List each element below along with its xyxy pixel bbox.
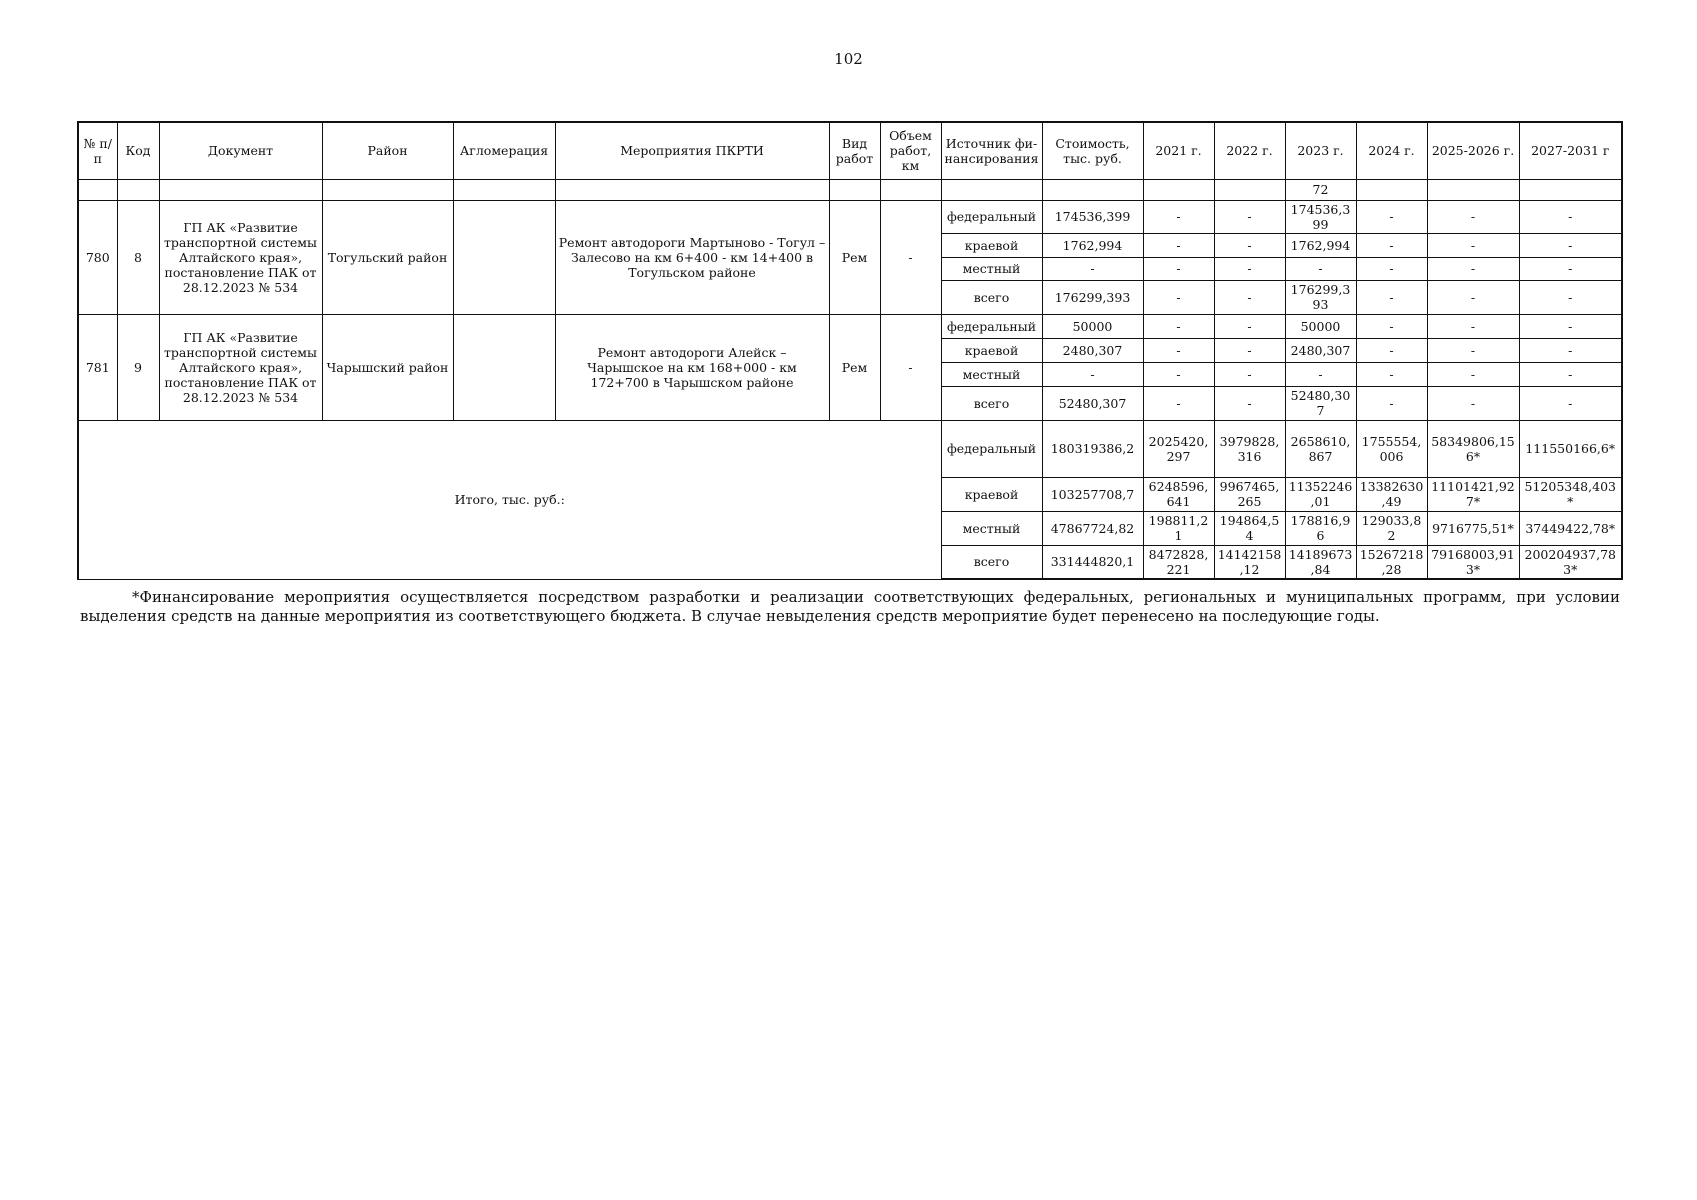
total-label: Итого, тыс. руб.:	[78, 420, 941, 579]
table-header-row	[78, 122, 1622, 179]
cell-2024: 1755554,006	[1356, 420, 1427, 477]
entry-num: 781	[78, 314, 117, 420]
cell-2022: -	[1214, 314, 1285, 338]
cell-2024: -	[1356, 257, 1427, 280]
header-2022: 2022 г.	[1214, 122, 1285, 179]
cell-2025-2026: -	[1427, 280, 1519, 314]
cell-2021: -	[1143, 362, 1214, 386]
header-agglomeration: Агломерация	[453, 122, 555, 179]
cell-2025-2026: -	[1427, 386, 1519, 420]
cell-2023: 11352246,01	[1285, 477, 1356, 511]
cell-2022: -	[1214, 362, 1285, 386]
entry-measure: Ремонт автодороги Алейск – Чарышское на км 168+000 - км 172+700 в Чарышском районе	[555, 314, 829, 420]
cost-cell: 1762,994	[1042, 233, 1143, 257]
cell-2021: -	[1143, 280, 1214, 314]
header-2024: 2024 г.	[1356, 122, 1427, 179]
page-number: 102	[834, 50, 863, 68]
cell-2022: -	[1214, 200, 1285, 233]
cell-2021: -	[1143, 200, 1214, 233]
entry-agglomeration	[453, 200, 555, 314]
header-district: Район	[322, 122, 453, 179]
cost-cell: 331444820,1	[1042, 545, 1143, 579]
cell-2022: -	[1214, 280, 1285, 314]
cell-2022: -	[1214, 338, 1285, 362]
cell-2025-2026: -	[1427, 257, 1519, 280]
cell-2021: 198811,21	[1143, 511, 1214, 545]
entry-code: 8	[117, 200, 159, 314]
entry-agglomeration	[453, 314, 555, 420]
cell-2021: 2025420,297	[1143, 420, 1214, 477]
entry-volume: -	[880, 200, 941, 314]
cell-2024: -	[1356, 233, 1427, 257]
cell-2021: 6248596,641	[1143, 477, 1214, 511]
cost-cell: 180319386,2	[1042, 420, 1143, 477]
entry-code: 9	[117, 314, 159, 420]
cell-2022: -	[1214, 257, 1285, 280]
cost-cell: 50000	[1042, 314, 1143, 338]
cell-2027-2031: -	[1519, 338, 1622, 362]
cell-2024: 15267218,28	[1356, 545, 1427, 579]
source-cell: федеральный	[941, 200, 1042, 233]
cell-2021: -	[1143, 233, 1214, 257]
header-2025-2026: 2025-2026 г.	[1427, 122, 1519, 179]
cell-2027-2031: 200204937,783*	[1519, 545, 1622, 579]
cell-2027-2031: 37449422,78*	[1519, 511, 1622, 545]
source-cell: краевой	[941, 338, 1042, 362]
entry-document: ГП АК «Развитие транспортной системы Алтайского края», постановление ПАК от 28.12.2023 № 534	[159, 314, 322, 420]
header-code: Код	[117, 122, 159, 179]
cell-2022: 14142158,12	[1214, 545, 1285, 579]
cost-cell: 2480,307	[1042, 338, 1143, 362]
cell-2027-2031: 111550166,6*	[1519, 420, 1622, 477]
cell-2025-2026: -	[1427, 362, 1519, 386]
cell-2022: 3979828,316	[1214, 420, 1285, 477]
source-cell: федеральный	[941, 314, 1042, 338]
cell-2024: 129033,82	[1356, 511, 1427, 545]
cell-2022: -	[1214, 386, 1285, 420]
source-cell: федеральный	[941, 420, 1042, 477]
cell-2027-2031: -	[1519, 314, 1622, 338]
cost-cell: 174536,399	[1042, 200, 1143, 233]
source-cell: местный	[941, 511, 1042, 545]
cell-2025-2026: 9716775,51*	[1427, 511, 1519, 545]
cell-2025-2026: -	[1427, 338, 1519, 362]
header-source: Источник фи-нансирования	[941, 122, 1042, 179]
cell-2024: -	[1356, 314, 1427, 338]
cell-2027-2031: -	[1519, 386, 1622, 420]
cell-2023: -	[1285, 257, 1356, 280]
cell-2023: 1762,994	[1285, 233, 1356, 257]
entry-district: Чарышский район	[322, 314, 453, 420]
cell-2021: -	[1143, 386, 1214, 420]
header-volume: Объем работ, км	[880, 122, 941, 179]
cost-cell: 47867724,82	[1042, 511, 1143, 545]
cell-2024: 13382630,49	[1356, 477, 1427, 511]
cell-2023: 14189673,84	[1285, 545, 1356, 579]
header-2021: 2021 г.	[1143, 122, 1214, 179]
cost-cell: -	[1042, 257, 1143, 280]
footnote: *Финансирование мероприятия осуществляется посредством разработки и реализации соответствующих федеральных, региональных и муниципальных программ, при условии выделения средств на данные мероприятия из соответствующего бюджета. В случае невыделения средств мероприятие будет перенесено на последующие годы.	[80, 588, 1620, 625]
cell-2025-2026: 79168003,913*	[1427, 545, 1519, 579]
cost-cell: 176299,393	[1042, 280, 1143, 314]
cell-2022: -	[1214, 233, 1285, 257]
cell-2023: 2658610,867	[1285, 420, 1356, 477]
cell-2022: 9967465,265	[1214, 477, 1285, 511]
cell-2023: 176299,393	[1285, 280, 1356, 314]
cell-2023: 50000	[1285, 314, 1356, 338]
cell-2027-2031: -	[1519, 200, 1622, 233]
source-cell: всего	[941, 545, 1042, 579]
cell-2027-2031: -	[1519, 233, 1622, 257]
cell-2023: 178816,96	[1285, 511, 1356, 545]
entry-district: Тогульский район	[322, 200, 453, 314]
entry-measure: Ремонт автодороги Мартыново - Тогул – Залесово на км 6+400 - км 14+400 в Тогульском районе	[555, 200, 829, 314]
cell-2025-2026: 58349806,156*	[1427, 420, 1519, 477]
cell-2024: -	[1356, 386, 1427, 420]
header-work-type: Вид работ	[829, 122, 880, 179]
source-cell: местный	[941, 257, 1042, 280]
continuation-cell-2023: 72	[1285, 179, 1356, 200]
table-row	[78, 200, 1622, 233]
continuation-row	[78, 179, 1622, 200]
header-2027-2031: 2027-2031 г	[1519, 122, 1622, 179]
source-cell: краевой	[941, 477, 1042, 511]
cell-2024: -	[1356, 338, 1427, 362]
header-cost: Стоимость, тыс. руб.	[1042, 122, 1143, 179]
cell-2023: 174536,399	[1285, 200, 1356, 233]
entry-volume: -	[880, 314, 941, 420]
entry-document: ГП АК «Развитие транспортной системы Алтайского края», постановление ПАК от 28.12.2023 № 534	[159, 200, 322, 314]
cost-cell: 103257708,7	[1042, 477, 1143, 511]
cell-2021: -	[1143, 314, 1214, 338]
table-row	[78, 314, 1622, 338]
header-document: Документ	[159, 122, 322, 179]
cell-2027-2031: -	[1519, 280, 1622, 314]
cell-2025-2026: -	[1427, 200, 1519, 233]
header-num: № п/п	[78, 122, 117, 179]
investment-plan-table	[77, 121, 1623, 580]
cell-2027-2031: -	[1519, 362, 1622, 386]
cell-2025-2026: -	[1427, 314, 1519, 338]
cost-cell: 52480,307	[1042, 386, 1143, 420]
cell-2024: -	[1356, 200, 1427, 233]
cell-2025-2026: 11101421,927*	[1427, 477, 1519, 511]
source-cell: всего	[941, 386, 1042, 420]
cell-2021: -	[1143, 257, 1214, 280]
cell-2021: -	[1143, 338, 1214, 362]
entry-work-type: Рем	[829, 314, 880, 420]
header-measure: Мероприятия ПКРТИ	[555, 122, 829, 179]
entry-num: 780	[78, 200, 117, 314]
entry-work-type: Рем	[829, 200, 880, 314]
cell-2023: -	[1285, 362, 1356, 386]
cell-2024: -	[1356, 362, 1427, 386]
cell-2023: 2480,307	[1285, 338, 1356, 362]
source-cell: всего	[941, 280, 1042, 314]
cell-2027-2031: 51205348,403*	[1519, 477, 1622, 511]
source-cell: местный	[941, 362, 1042, 386]
cell-2025-2026: -	[1427, 233, 1519, 257]
total-row	[78, 420, 1622, 477]
cell-2024: -	[1356, 280, 1427, 314]
source-cell: краевой	[941, 233, 1042, 257]
cell-2022: 194864,54	[1214, 511, 1285, 545]
cost-cell: -	[1042, 362, 1143, 386]
header-2023: 2023 г.	[1285, 122, 1356, 179]
cell-2021: 8472828,221	[1143, 545, 1214, 579]
cell-2023: 52480,307	[1285, 386, 1356, 420]
cell-2027-2031: -	[1519, 257, 1622, 280]
